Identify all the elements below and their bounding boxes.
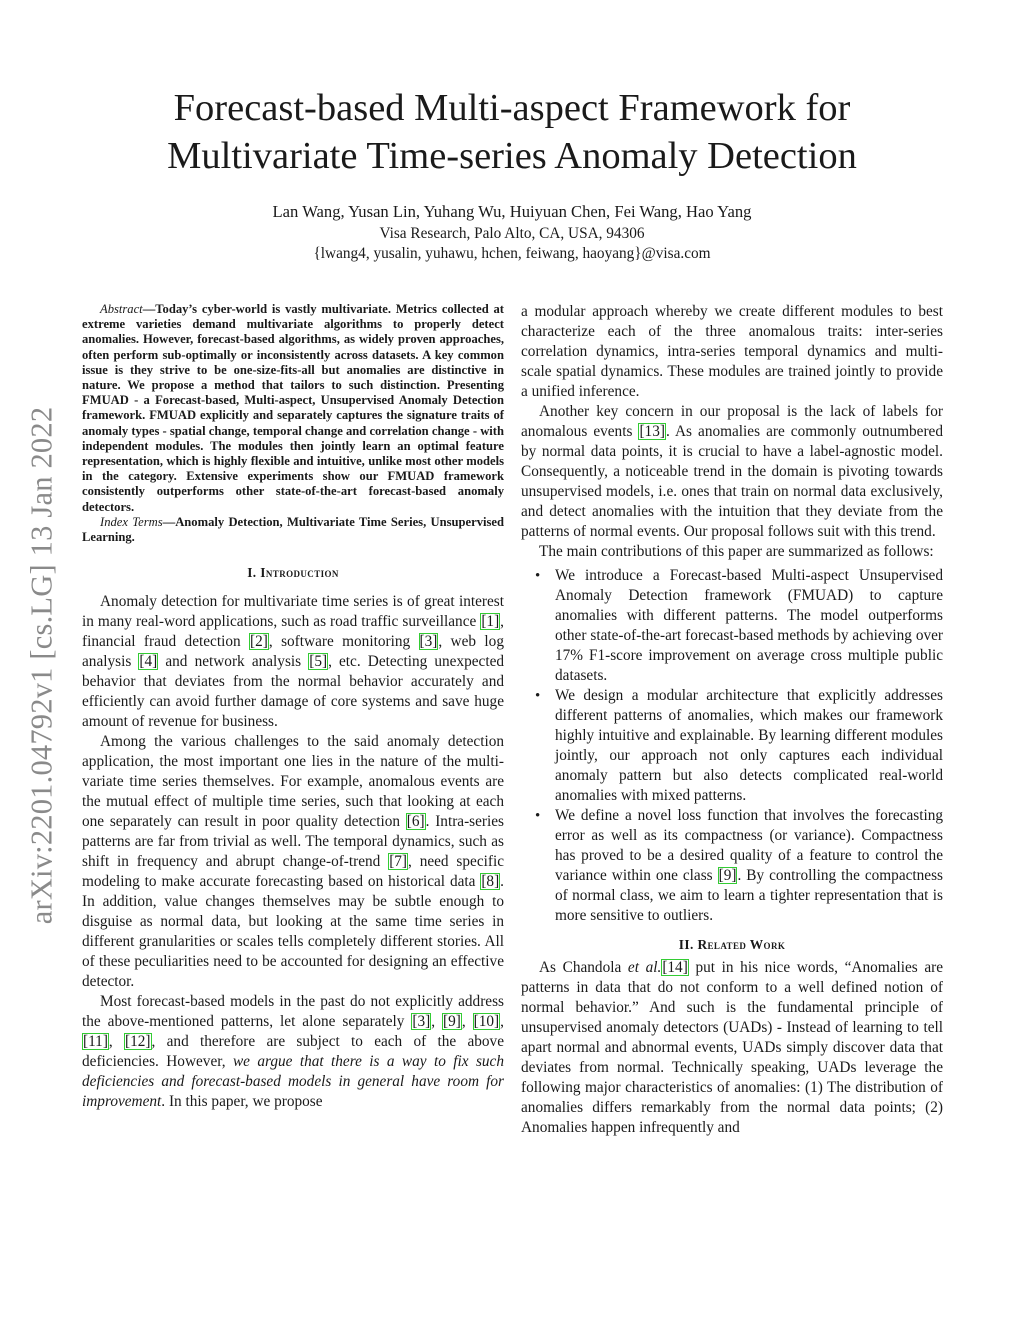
text-run: , need specific modeling to make accurate forecasting based on historical data — [82, 853, 504, 891]
citation-link[interactable]: [13] — [639, 423, 665, 440]
citation-link[interactable]: [7] — [389, 853, 408, 871]
text-run: , web log analysis — [82, 633, 504, 671]
abstract-label: Abstract — [100, 302, 143, 316]
citation-link[interactable]: [4] — [139, 653, 158, 671]
citation-link[interactable]: [8] — [481, 873, 500, 891]
title-line-1: Forecast-based Multi-aspect Framework for — [173, 87, 851, 129]
title-line-2: Multivariate Time-series Anomaly Detection — [167, 135, 857, 177]
text-run: , — [108, 1033, 125, 1051]
citation-link[interactable]: [11] — [83, 1033, 108, 1051]
text-run: Another key concern in our proposal is the lack of labels for anomalous events — [521, 403, 943, 440]
emphasis-text: we argue that there is a way to fix such deficiencies and forecast-based models in general have room for improvement — [82, 1053, 504, 1111]
arxiv-id: arXiv:2201.04792v1 [cs.LG] 13 Jan 2022 — [24, 406, 59, 924]
contributions-list — [521, 566, 943, 926]
text-run: . As anomalies are commonly outnumbered by normal data points, it is crucial to have a label-agnostic model. Consequently, a noticeable trend in the domain is pivoting towards unsupervised models, i.e. ones that train on normal data exclusively, and detect anomalies with the intuition that they deviate from the patterns of normal events. Our proposal follows suit with this trend. — [521, 423, 943, 540]
citation-link[interactable]: [9] — [718, 867, 737, 884]
text-run: , — [461, 1013, 473, 1031]
index-terms — [82, 515, 504, 545]
citation-link[interactable]: [5] — [309, 653, 328, 671]
citation-link[interactable]: [3] — [419, 633, 438, 651]
text-run: and network analysis — [158, 653, 309, 671]
list-item — [521, 806, 943, 926]
citation-link[interactable]: [2] — [250, 633, 268, 651]
text-run: , — [500, 1013, 504, 1031]
list-item-text: We design a modular architecture that explicitly addresses different patterns of anomalies, which makes our framework highly intuitive and explainable. By learning different modules jointly, our approach not only captures each individual anomaly pattern but also detects complicated real-world anomalies with mixed patterns. — [555, 687, 943, 804]
text-run: . Intra-series patterns are far from trivial as well. The temporal dynamics, such as shift in frequency and abrupt change-of-trend — [82, 813, 504, 871]
text-run: Most forecast-based models in the past do not explicitly address the above-mentioned patterns, let alone separately — [82, 993, 504, 1031]
bullet-icon: • — [535, 808, 541, 824]
text-run: We define a novel loss function that involves the forecasting error as well as its compactness (or variance). Compactness has proved to be a desired quality of a feature to control the variance within one class — [555, 807, 943, 884]
text-run: Anomaly detection for multivariate time series is of great interest in many real-word applications, such as road traffic surveillance — [82, 593, 504, 631]
email: {lwang4, yusalin, yuhawu, hchen, feiwang, haoyang}@visa.com — [313, 245, 711, 262]
text-run: . By controlling the compactness of normal class, we aim to learn a tighter representation that is more sensitive to outliers. — [555, 867, 943, 924]
citation-link[interactable]: [14] — [662, 959, 688, 976]
section-heading-related-work: II. Related Work — [678, 937, 786, 952]
abstract-text: —Today’s cyber-world is vastly multivariate. Metrics collected at extreme varieties demand multivariate algorithms to properly detect anomalies. However, forecast-based algorithms, as widely proven approaches, often perform sub-optimally or inconsistently across datasets. A key common issue is they strive to be one-size-fits-all but anomalies are distinctive in nature. We propose a method that tailors to such distinction. Presenting FMUAD - a Forecast-based, Multi-aspect, Unsupervised Anomaly Detection framework. FMUAD explicitly and separately captures the signature traits of anomaly types - spatial change, temporal change and correlation change - with independent modules. The modules then jointly learn an optimal feature representation, which is highly flexible and intuitive, unlike most other models in the category. Extensive experiments show our FMUAD framework consistently outperforms other state-of-the-art forecast-based anomaly detectors. — [82, 302, 504, 514]
citation-link[interactable]: [3] — [412, 1013, 431, 1031]
paper-title — [80, 84, 944, 180]
list-item — [521, 566, 943, 686]
bullet-icon: • — [535, 568, 541, 584]
text-run: Among the various challenges to the said anomaly detection application, the most important one lies in the nature of the multi-variate time series themselves. For example, anomalous events are the mutual effect of multiple time series, such that looking at each one separately can result in poor quality detection — [82, 733, 504, 831]
text-run: . In addition, value changes themselves may be subtle enough to disguise as normal data, but looking at the same time series in different granularities or scales tells completely different stories. All of these peculiarities need to be accounted for designing an effective detector. — [82, 873, 504, 991]
related-work-paragraph-1 — [521, 958, 943, 1138]
text-run: , and therefore are subject to each of the above deficiencies. However, — [82, 1033, 504, 1071]
affiliation: Visa Research, Palo Alto, CA, USA, 94306 — [379, 225, 645, 242]
citation-link[interactable]: [12] — [125, 1033, 151, 1051]
citation-link[interactable]: [10] — [473, 1013, 500, 1031]
arxiv-stamp — [22, 360, 62, 970]
index-terms-text: —Anomaly Detection, Multivariate Time Series, Unsupervised Learning. — [82, 514, 504, 545]
section-heading-introduction: I. Introduction — [247, 565, 339, 581]
text-run: , etc. Detecting unexpected behavior that deviates from the normal behavior accurately and efficiently can avoid further damage of core systems and save huge amount of revenue for business. — [82, 653, 505, 731]
intro-paragraph-3-continued: a modular approach whereby we create different modules to best characterize each of the three anomalous traits: inter-series correlation dynamics, intra-series temporal dynamics and multi-scale spatial dynamics. These modules are trained jointly to provide a unified inference. — [521, 303, 943, 400]
text-run: , financial fraud detection — [82, 613, 504, 651]
citation-link[interactable]: [1] — [481, 613, 500, 631]
intro-paragraph-5: The main contributions of this paper are summarized as follows: — [539, 543, 934, 560]
list-item — [521, 686, 943, 806]
index-terms-label: Index Terms — [100, 514, 163, 529]
text-run: , software monitoring — [268, 633, 419, 651]
left-column — [82, 302, 504, 1112]
intro-paragraph-1 — [82, 592, 504, 732]
text-run: As Chandola — [539, 959, 628, 976]
intro-paragraph-4 — [521, 402, 943, 542]
list-item-text: We introduce a Forecast-based Multi-aspect Unsupervised Anomaly Detection framework (FMUAD) to capture anomalies with different patterns. The model outperforms other state-of-the-art forecast-based methods by achieving over 17% F1-score improvement on average cross multiple public datasets. — [555, 567, 943, 684]
authors: Lan Wang, Yusan Lin, Yuhang Wu, Huiyuan Chen, Fei Wang, Hao Yang — [272, 202, 752, 221]
citation-link[interactable]: [6] — [406, 813, 425, 831]
abstract — [82, 302, 504, 515]
text-run: put in his nice words, “Anomalies are patterns in data that do not conform to a well defined notion of normal behavior.” And such is the fundamental principle of unsupervised anomaly detectors (UADs) - Instead of learning to tell apart normal and abnormal events, UADs simply discover data that deviates from normal. Technically speaking, UADs leverage the following major characteristics of anomalies: (1) The distribution of anomalies differs remarkably from the normal data points; (2) Anomalies happen infrequently and — [521, 959, 943, 1136]
text-run: , — [431, 1013, 443, 1031]
text-run: . In this paper, we propose — [161, 1093, 323, 1111]
citation-link[interactable]: [9] — [443, 1013, 461, 1031]
intro-paragraph-2 — [82, 732, 504, 992]
right-column — [521, 302, 943, 1138]
intro-paragraph-3 — [82, 992, 504, 1112]
emphasis-text: et al. — [627, 959, 662, 976]
bullet-icon: • — [535, 688, 541, 704]
